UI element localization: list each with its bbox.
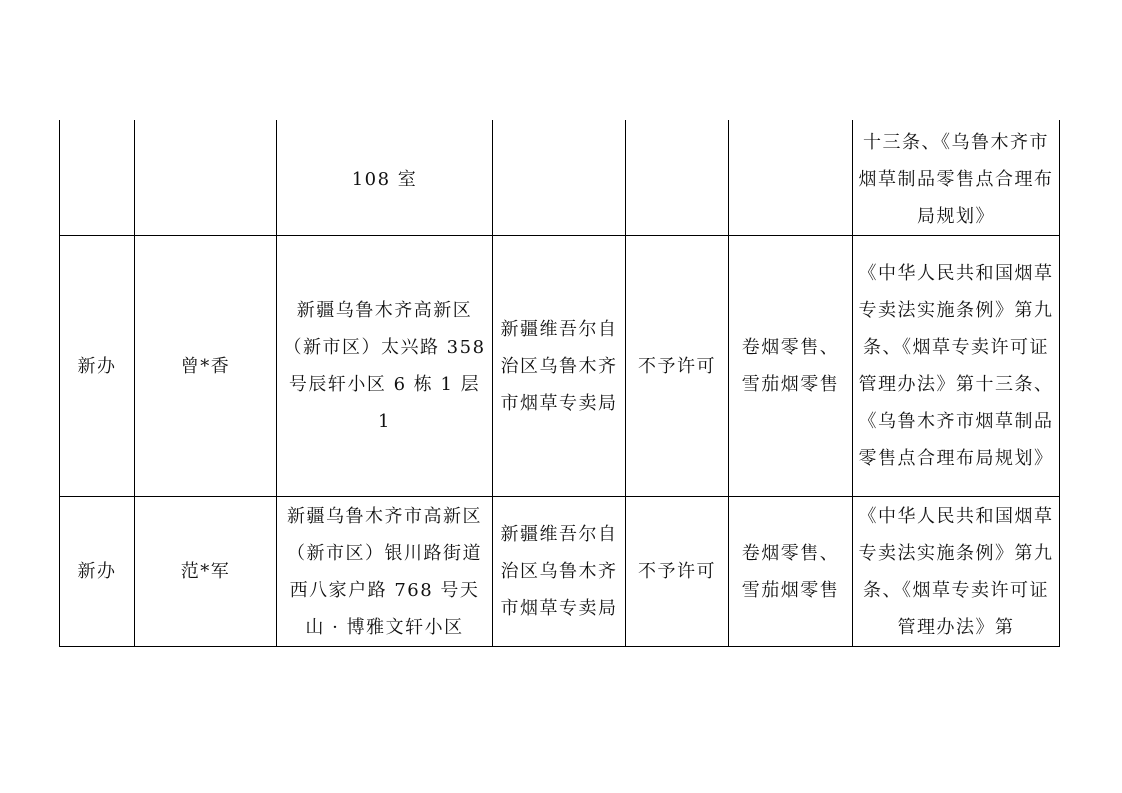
scope-cell: 卷烟零售、雪茄烟零售 [729,236,853,497]
type-cell: 新办 [60,497,135,647]
authority-cell: 新疆维吾尔自治区乌鲁木齐市烟草专卖局 [493,236,626,497]
type-cell [60,120,135,236]
basis-cell: 《中华人民共和国烟草专卖法实施条例》第九条、《烟草专卖许可证管理办法》第十三条、《乌鲁木齐市烟草制品零售点合理布局规划》 [853,236,1060,497]
scope-cell: 卷烟零售、雪茄烟零售 [729,497,853,647]
address-cell: 新疆乌鲁木齐市高新区（新市区）银川路街道西八家户路 768 号天山 · 博雅文轩小区 [277,497,493,647]
name-cell [135,120,277,236]
type-cell: 新办 [60,236,135,497]
decision-cell [626,120,729,236]
decision-cell: 不予许可 [626,236,729,497]
scope-cell [729,120,853,236]
table-row [60,120,1060,236]
basis-cell: 十三条、《乌鲁木齐市烟草制品零售点合理布局规划》 [853,120,1060,236]
authority-cell: 新疆维吾尔自治区乌鲁木齐市烟草专卖局 [493,497,626,647]
license-decision-table [59,120,1060,647]
authority-cell [493,120,626,236]
decision-cell: 不予许可 [626,497,729,647]
table-row [60,236,1060,497]
basis-cell: 《中华人民共和国烟草专卖法实施条例》第九条、《烟草专卖许可证管理办法》第 [853,497,1060,647]
address-cell: 新疆乌鲁木齐高新区（新市区）太兴路 358 号辰轩小区 6 栋 1 层 1 [277,236,493,497]
table-row [60,497,1060,647]
address-cell: 108 室 [277,120,493,236]
name-cell: 范*军 [135,497,277,647]
name-cell: 曾*香 [135,236,277,497]
